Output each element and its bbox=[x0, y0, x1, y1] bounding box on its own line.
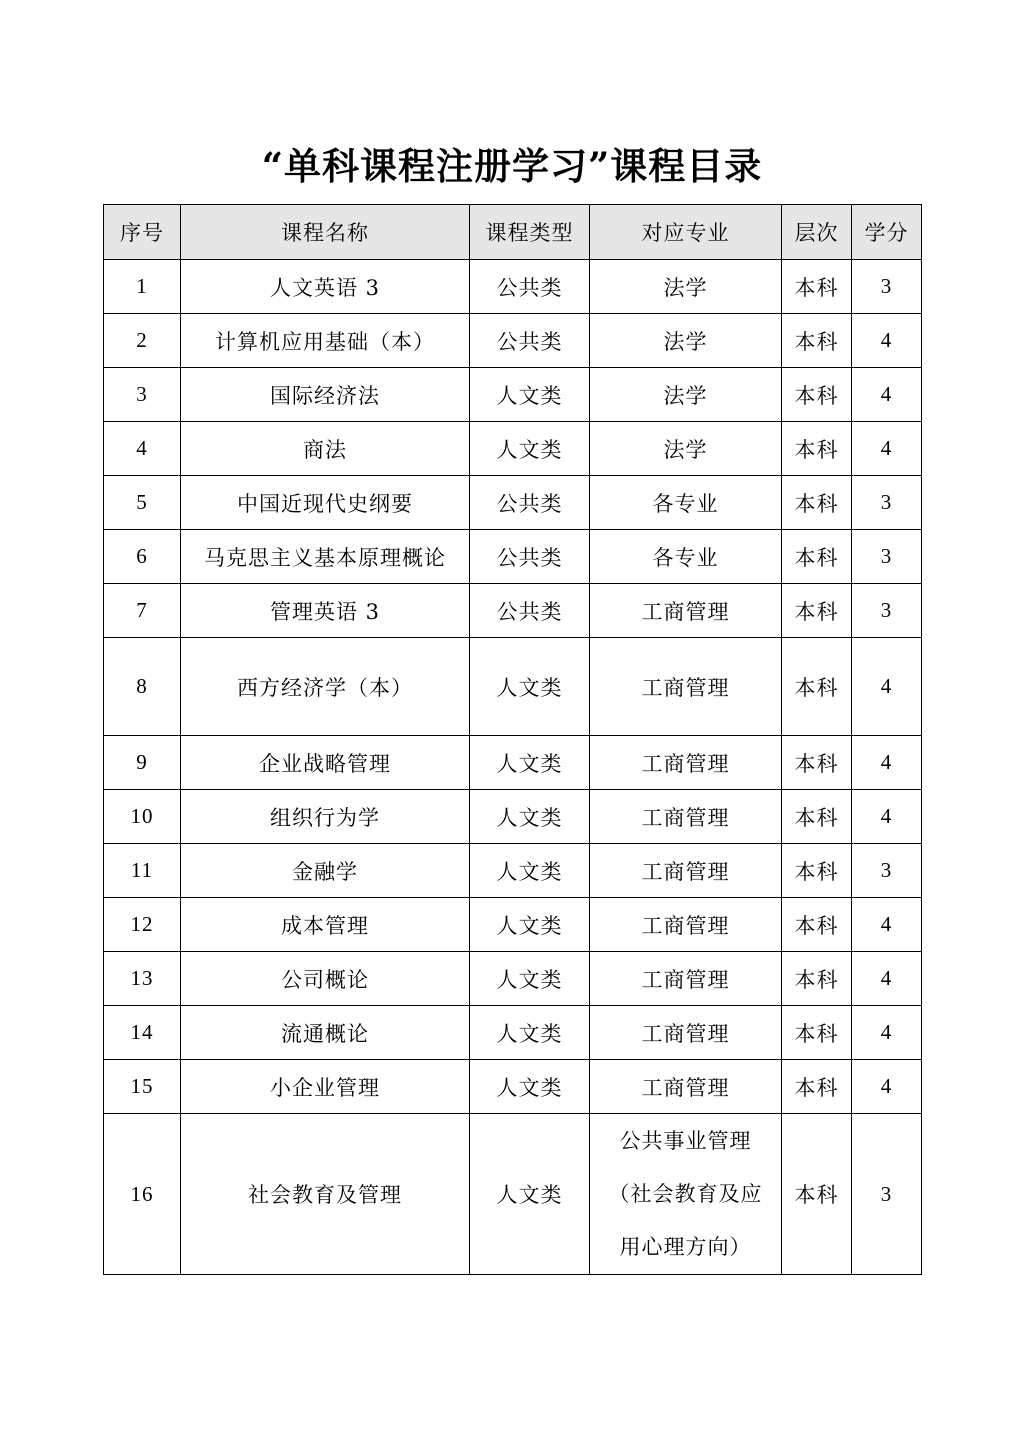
cell-course-type: 人文类 bbox=[470, 790, 590, 844]
cell-level: 本科 bbox=[782, 1114, 852, 1275]
cell-course-type: 人文类 bbox=[470, 952, 590, 1006]
cell-level: 本科 bbox=[782, 1006, 852, 1060]
table-row bbox=[104, 476, 922, 530]
cell-course-name: 马克思主义基本原理概论 bbox=[181, 530, 470, 584]
cell-no: 16 bbox=[104, 1114, 181, 1275]
header-course-name: 课程名称 bbox=[181, 205, 470, 260]
cell-course-type: 人文类 bbox=[470, 368, 590, 422]
cell-course-type: 人文类 bbox=[470, 898, 590, 952]
table-row bbox=[104, 736, 922, 790]
header-level: 层次 bbox=[782, 205, 852, 260]
cell-course-name: 商法 bbox=[181, 422, 470, 476]
cell-course-name: 社会教育及管理 bbox=[181, 1114, 470, 1275]
cell-major: 工商管理 bbox=[590, 898, 782, 952]
table-row bbox=[104, 638, 922, 736]
table-row bbox=[104, 584, 922, 638]
table-row bbox=[104, 790, 922, 844]
cell-credit: 3 bbox=[852, 584, 922, 638]
cell-credit: 3 bbox=[852, 260, 922, 314]
cell-course-type: 人文类 bbox=[470, 1006, 590, 1060]
cell-no: 8 bbox=[104, 638, 181, 736]
cell-major: 工商管理 bbox=[590, 1006, 782, 1060]
table-row bbox=[104, 422, 922, 476]
cell-level: 本科 bbox=[782, 530, 852, 584]
cell-course-type: 公共类 bbox=[470, 584, 590, 638]
table-row bbox=[104, 1006, 922, 1060]
table-row bbox=[104, 368, 922, 422]
cell-major: 法学 bbox=[590, 368, 782, 422]
table-row bbox=[104, 530, 922, 584]
cell-major: 法学 bbox=[590, 422, 782, 476]
cell-major: 工商管理 bbox=[590, 736, 782, 790]
cell-course-name: 人文英语 3 bbox=[181, 260, 470, 314]
cell-course-type: 人文类 bbox=[470, 736, 590, 790]
cell-no: 5 bbox=[104, 476, 181, 530]
cell-no: 7 bbox=[104, 584, 181, 638]
cell-major: 各专业 bbox=[590, 476, 782, 530]
cell-course-name: 金融学 bbox=[181, 844, 470, 898]
cell-level: 本科 bbox=[782, 736, 852, 790]
header-course-type: 课程类型 bbox=[470, 205, 590, 260]
cell-course-type: 公共类 bbox=[470, 476, 590, 530]
cell-course-type: 人文类 bbox=[470, 422, 590, 476]
cell-no: 14 bbox=[104, 1006, 181, 1060]
cell-course-name: 小企业管理 bbox=[181, 1060, 470, 1114]
cell-credit: 4 bbox=[852, 736, 922, 790]
cell-no: 10 bbox=[104, 790, 181, 844]
cell-no: 9 bbox=[104, 736, 181, 790]
header-credit: 学分 bbox=[852, 205, 922, 260]
cell-credit: 3 bbox=[852, 844, 922, 898]
cell-credit: 4 bbox=[852, 952, 922, 1006]
cell-course-type: 人文类 bbox=[470, 1114, 590, 1275]
cell-major: 工商管理 bbox=[590, 638, 782, 736]
cell-level: 本科 bbox=[782, 422, 852, 476]
cell-credit: 4 bbox=[852, 1006, 922, 1060]
cell-course-type: 公共类 bbox=[470, 314, 590, 368]
cell-level: 本科 bbox=[782, 476, 852, 530]
cell-credit: 4 bbox=[852, 638, 922, 736]
cell-no: 6 bbox=[104, 530, 181, 584]
cell-credit: 4 bbox=[852, 422, 922, 476]
cell-major: 法学 bbox=[590, 314, 782, 368]
table-header-row bbox=[104, 205, 922, 260]
cell-major: 工商管理 bbox=[590, 1060, 782, 1114]
cell-credit: 3 bbox=[852, 476, 922, 530]
table-row bbox=[104, 898, 922, 952]
cell-no: 13 bbox=[104, 952, 181, 1006]
cell-credit: 3 bbox=[852, 1114, 922, 1275]
cell-course-type: 公共类 bbox=[470, 530, 590, 584]
cell-level: 本科 bbox=[782, 584, 852, 638]
cell-course-name: 计算机应用基础（本） bbox=[181, 314, 470, 368]
table-row bbox=[104, 314, 922, 368]
cell-credit: 4 bbox=[852, 898, 922, 952]
cell-course-name: 成本管理 bbox=[181, 898, 470, 952]
cell-major bbox=[590, 1114, 782, 1275]
cell-course-name: 中国近现代史纲要 bbox=[181, 476, 470, 530]
cell-major: 工商管理 bbox=[590, 952, 782, 1006]
cell-level: 本科 bbox=[782, 368, 852, 422]
cell-no: 1 bbox=[104, 260, 181, 314]
cell-level: 本科 bbox=[782, 1060, 852, 1114]
cell-major: 工商管理 bbox=[590, 584, 782, 638]
cell-no: 12 bbox=[104, 898, 181, 952]
page-title: “单科课程注册学习”课程目录 bbox=[261, 144, 763, 188]
cell-level: 本科 bbox=[782, 898, 852, 952]
cell-course-type: 人文类 bbox=[470, 844, 590, 898]
cell-credit: 4 bbox=[852, 790, 922, 844]
header-major: 对应专业 bbox=[590, 205, 782, 260]
cell-level: 本科 bbox=[782, 260, 852, 314]
cell-course-name: 组织行为学 bbox=[181, 790, 470, 844]
cell-major: 各专业 bbox=[590, 530, 782, 584]
cell-course-name: 流通概论 bbox=[181, 1006, 470, 1060]
cell-course-name: 管理英语 3 bbox=[181, 584, 470, 638]
header-no: 序号 bbox=[104, 205, 181, 260]
cell-major: 工商管理 bbox=[590, 790, 782, 844]
cell-no: 11 bbox=[104, 844, 181, 898]
cell-credit: 4 bbox=[852, 1060, 922, 1114]
cell-course-name: 公司概论 bbox=[181, 952, 470, 1006]
cell-credit: 4 bbox=[852, 314, 922, 368]
cell-level: 本科 bbox=[782, 952, 852, 1006]
cell-level: 本科 bbox=[782, 638, 852, 736]
cell-level: 本科 bbox=[782, 314, 852, 368]
cell-no: 4 bbox=[104, 422, 181, 476]
table-row bbox=[104, 1060, 922, 1114]
major-line: （社会教育及应 bbox=[608, 1181, 763, 1206]
cell-course-type: 公共类 bbox=[470, 260, 590, 314]
cell-major: 法学 bbox=[590, 260, 782, 314]
cell-level: 本科 bbox=[782, 844, 852, 898]
cell-course-type: 人文类 bbox=[470, 638, 590, 736]
cell-course-name: 企业战略管理 bbox=[181, 736, 470, 790]
table-row bbox=[104, 1114, 922, 1275]
table-row bbox=[104, 260, 922, 314]
course-catalog-table bbox=[103, 204, 922, 1275]
cell-major: 工商管理 bbox=[590, 844, 782, 898]
cell-no: 2 bbox=[104, 314, 181, 368]
table-row bbox=[104, 952, 922, 1006]
cell-level: 本科 bbox=[782, 790, 852, 844]
cell-course-type: 人文类 bbox=[470, 1060, 590, 1114]
cell-no: 15 bbox=[104, 1060, 181, 1114]
cell-credit: 4 bbox=[852, 368, 922, 422]
table-row bbox=[104, 844, 922, 898]
cell-course-name: 西方经济学（本） bbox=[181, 638, 470, 736]
cell-no: 3 bbox=[104, 368, 181, 422]
cell-course-name: 国际经济法 bbox=[181, 368, 470, 422]
major-line: 公共事业管理 bbox=[619, 1128, 752, 1153]
cell-credit: 3 bbox=[852, 530, 922, 584]
major-line: 用心理方向） bbox=[619, 1234, 752, 1259]
